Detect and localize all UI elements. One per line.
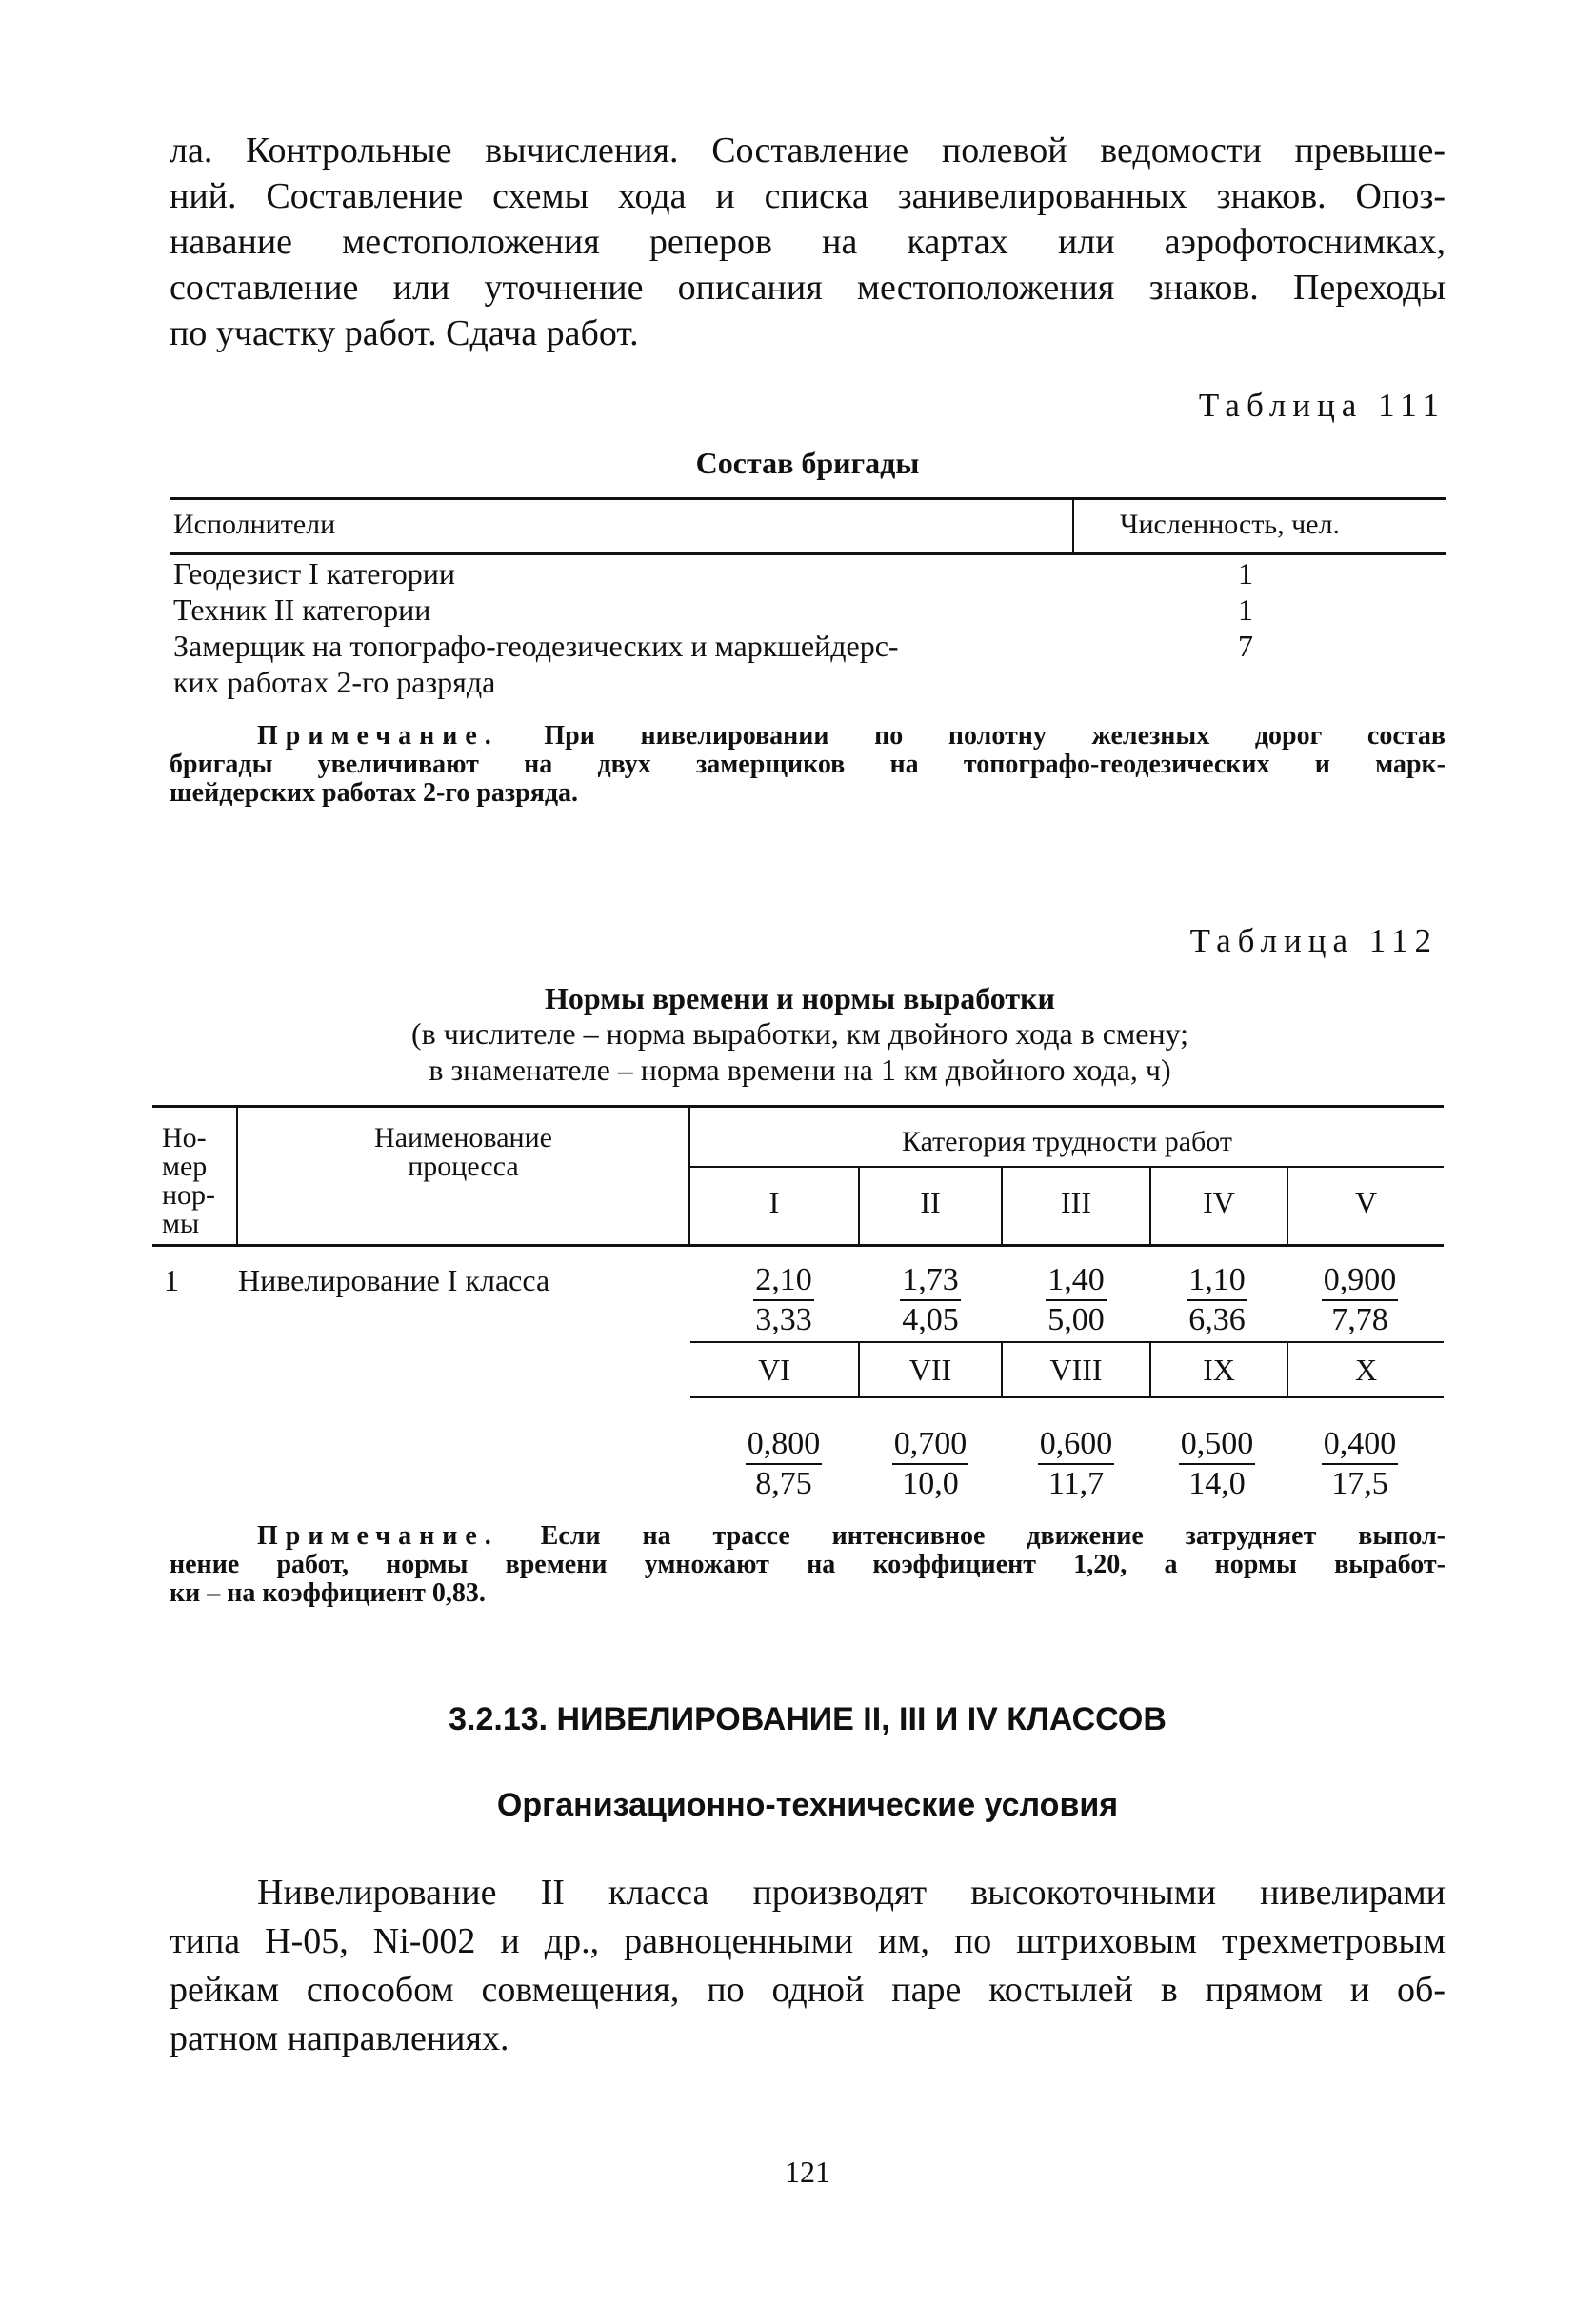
text-line: бригады увеличивают на двух замерщиков на топографо-геодезических и марк-	[170, 750, 1446, 779]
note-label: Примечание.	[257, 721, 499, 751]
text-line: шейдерских работах 2-го разряда.	[170, 778, 579, 808]
header-process: Наименование процесса	[374, 1122, 552, 1182]
category-header: III	[1061, 1185, 1091, 1219]
table-row-count: 1	[1238, 556, 1253, 591]
norm-value: $\frac{1,10}{6,36}$	[1188, 1262, 1246, 1337]
norm-value: $\frac{1,40}{5,00}$	[1047, 1262, 1105, 1337]
header-number: Но- мер нор- мы	[162, 1122, 216, 1239]
text-line: ратном направлениях.	[170, 2018, 509, 2058]
norm-value: $\frac{0,500}{14,0}$	[1180, 1426, 1254, 1501]
table-row-performer: Геодезист I категории	[173, 556, 456, 591]
table-112-subtitle	[162, 1015, 1438, 1088]
intro-paragraph	[170, 128, 1446, 356]
table-111-caption: Таблица 111	[1198, 387, 1446, 424]
category-header: IX	[1203, 1353, 1235, 1387]
table-112-note	[170, 1522, 1446, 1608]
note-label: Примечание.	[257, 1521, 499, 1551]
header-performers: Исполнители	[173, 509, 336, 540]
category-header: I	[768, 1185, 780, 1219]
page-number: 121	[785, 2155, 830, 2189]
section-subheading: Организационно-технические условия	[496, 1787, 1119, 1823]
text-line: типа Н-05, Ni-002 и др., равноценными им, по штриховым трехметровым	[170, 1921, 1446, 1961]
table-row-count: 7	[1238, 629, 1253, 663]
category-header: VII	[908, 1353, 952, 1387]
norm-value: $\frac{0,900}{7,78}$	[1323, 1262, 1397, 1337]
text-line: ла. Контрольные вычисления. Составление полевой ведомости превыше-	[170, 130, 1446, 171]
text-line: ки – на коэффициент 0,83.	[170, 1578, 486, 1608]
text-line: Нивелирование II класса производят высокоточными нивелирами	[257, 1873, 1446, 1913]
text-line: При нивелировании по полотну железных дорог состав	[544, 721, 1446, 751]
norm-value: $\frac{0,400}{17,5}$	[1323, 1426, 1397, 1501]
section-paragraph	[170, 1869, 1446, 2063]
text-line: в знаменателе – норма времени на 1 км двойного хода, ч)	[429, 1053, 1171, 1087]
section-heading: 3.2.13. НИВЕЛИРОВАНИЕ II, III И IV КЛАССОВ	[449, 1701, 1167, 1737]
category-header: V	[1354, 1185, 1378, 1219]
table-111-title: Состав бригады	[695, 446, 920, 480]
norm-value: $\frac{2,10}{3,33}$	[755, 1262, 812, 1337]
text-line: (в числителе – норма выработки, км двойного хода в смену;	[410, 1016, 1189, 1051]
table-row-count: 1	[1238, 592, 1253, 627]
row-process: Нивелирование I класса	[238, 1263, 550, 1297]
table-111-note	[170, 722, 1446, 808]
category-header: II	[920, 1185, 941, 1219]
text-line: рейкам способом совмещения, по одной паре костылей в прямом и об-	[170, 1970, 1446, 2010]
table-112-title: Нормы времени и нормы выработки	[545, 981, 1055, 1015]
category-header: IV	[1203, 1185, 1235, 1219]
table-row-performer: Замерщик на топографо-геодезических и маркшейдерс-	[173, 629, 899, 663]
category-header: X	[1354, 1353, 1378, 1387]
text-line: навание местоположения реперов на картах или аэрофотоснимках,	[170, 222, 1446, 262]
category-header: VIII	[1049, 1353, 1103, 1387]
text-line: по участку работ. Сдача работ.	[170, 313, 639, 353]
text-line: ний. Составление схемы хода и списка занивелированных знаков. Опоз-	[170, 176, 1446, 216]
norm-value: $\frac{0,800}{8,75}$	[747, 1426, 821, 1501]
header-category: Категория трудности работ	[901, 1126, 1233, 1157]
norm-value: $\frac{0,700}{10,0}$	[893, 1426, 968, 1501]
table-row-performer: Техник II категории	[173, 592, 431, 627]
row-number: 1	[164, 1263, 179, 1297]
text-line: Если на трассе интенсивное движение затрудняет выпол-	[540, 1521, 1446, 1551]
text-line: составление или уточнение описания местоположения знаков. Переходы	[170, 268, 1446, 308]
table-112-caption: Таблица 112	[1189, 922, 1438, 959]
text-line: нение работ, нормы времени умножают на коэффициент 1,20, а нормы выработ-	[170, 1550, 1446, 1579]
table-row-performer-cont: ких работах 2-го разряда	[173, 665, 496, 699]
norm-value: $\frac{0,600}{11,7}$	[1039, 1426, 1113, 1501]
norm-value: $\frac{1,73}{4,05}$	[902, 1262, 959, 1337]
header-count: Численность, чел.	[1120, 509, 1340, 540]
category-header: VI	[758, 1353, 790, 1387]
